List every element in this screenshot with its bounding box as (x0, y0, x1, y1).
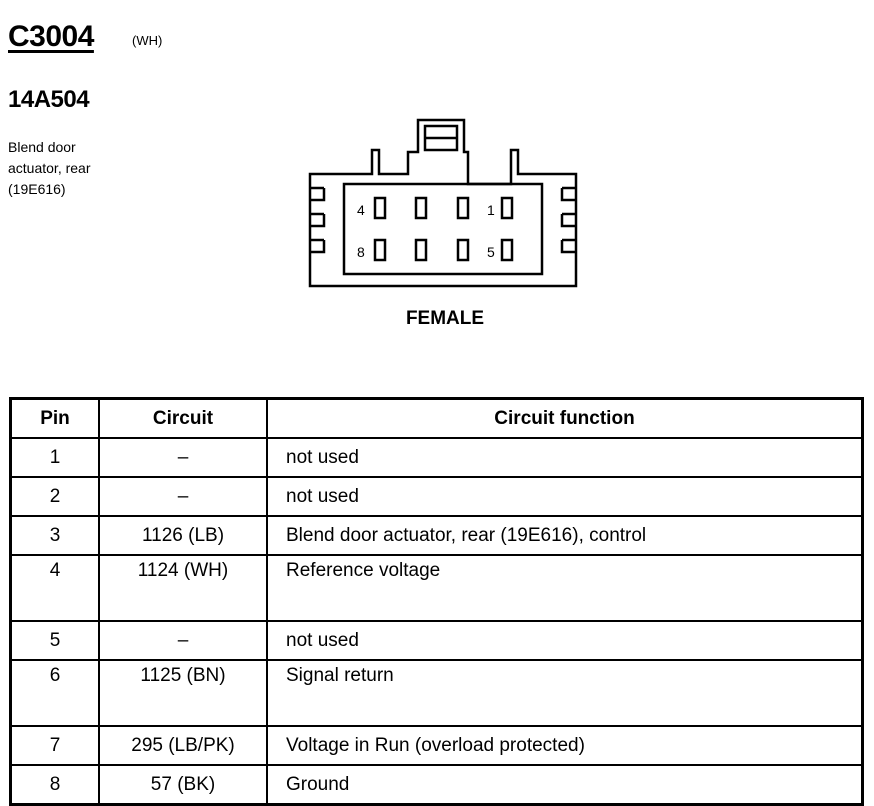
connector-face-diagram (300, 112, 590, 297)
pin-label-5: 5 (487, 244, 495, 260)
table-row (11, 516, 863, 555)
table-row (11, 477, 863, 516)
function-cell: not used (267, 438, 863, 477)
connector-gender: FEMALE (405, 308, 485, 329)
pin-label-1: 1 (487, 202, 495, 218)
connector-housing-outline (310, 120, 576, 286)
function-cell: not used (267, 621, 863, 660)
pin-cavity-3 (416, 198, 426, 218)
table-header-row (11, 399, 863, 439)
circuit-cell: – (99, 438, 267, 477)
circuit-cell: 57 (BK) (99, 765, 267, 805)
table-row (11, 660, 863, 726)
pin-cell: 4 (11, 555, 100, 621)
pin-label-4: 4 (357, 202, 365, 218)
function-cell: Voltage in Run (overload protected) (267, 726, 863, 765)
pin-cavity-5 (502, 240, 512, 260)
function-cell: Reference voltage (267, 555, 863, 621)
pin-cavity-4 (375, 198, 385, 218)
pin-cell: 3 (11, 516, 100, 555)
header-pin: Pin (11, 399, 100, 439)
table-row (11, 438, 863, 477)
header-circuit: Circuit (99, 399, 267, 439)
circuit-cell: 295 (LB/PK) (99, 726, 267, 765)
pin-cavity-8 (375, 240, 385, 260)
pin-table (9, 397, 864, 806)
function-cell: Blend door actuator, rear (19E616), control (267, 516, 863, 555)
pin-cavity-1 (502, 198, 512, 218)
pin-cavity-6 (458, 240, 468, 260)
pin-cell: 6 (11, 660, 100, 726)
circuit-cell: 1125 (BN) (99, 660, 267, 726)
circuit-cell: 1124 (WH) (99, 555, 267, 621)
circuit-cell: 1126 (LB) (99, 516, 267, 555)
pin-cavity-2 (458, 198, 468, 218)
header-circuit-function: Circuit function (267, 399, 863, 439)
function-cell: Ground (267, 765, 863, 805)
pin-cavity-7 (416, 240, 426, 260)
pin-label-8: 8 (357, 244, 365, 260)
pin-cell: 1 (11, 438, 100, 477)
circuit-cell: – (99, 621, 267, 660)
pin-cell: 8 (11, 765, 100, 805)
pin-cell: 7 (11, 726, 100, 765)
function-cell: Signal return (267, 660, 863, 726)
pin-cell: 2 (11, 477, 100, 516)
pin-cell: 5 (11, 621, 100, 660)
connector-id: C3004 (8, 20, 94, 53)
part-number: 14A504 (8, 86, 90, 113)
color-code: (WH) (132, 33, 163, 48)
function-cell: not used (267, 477, 863, 516)
circuit-cell: – (99, 477, 267, 516)
table-row (11, 555, 863, 621)
table-row (11, 726, 863, 765)
connector-description: Blend door actuator, rear (19E616) (8, 139, 91, 197)
table-row (11, 621, 863, 660)
table-row (11, 765, 863, 805)
